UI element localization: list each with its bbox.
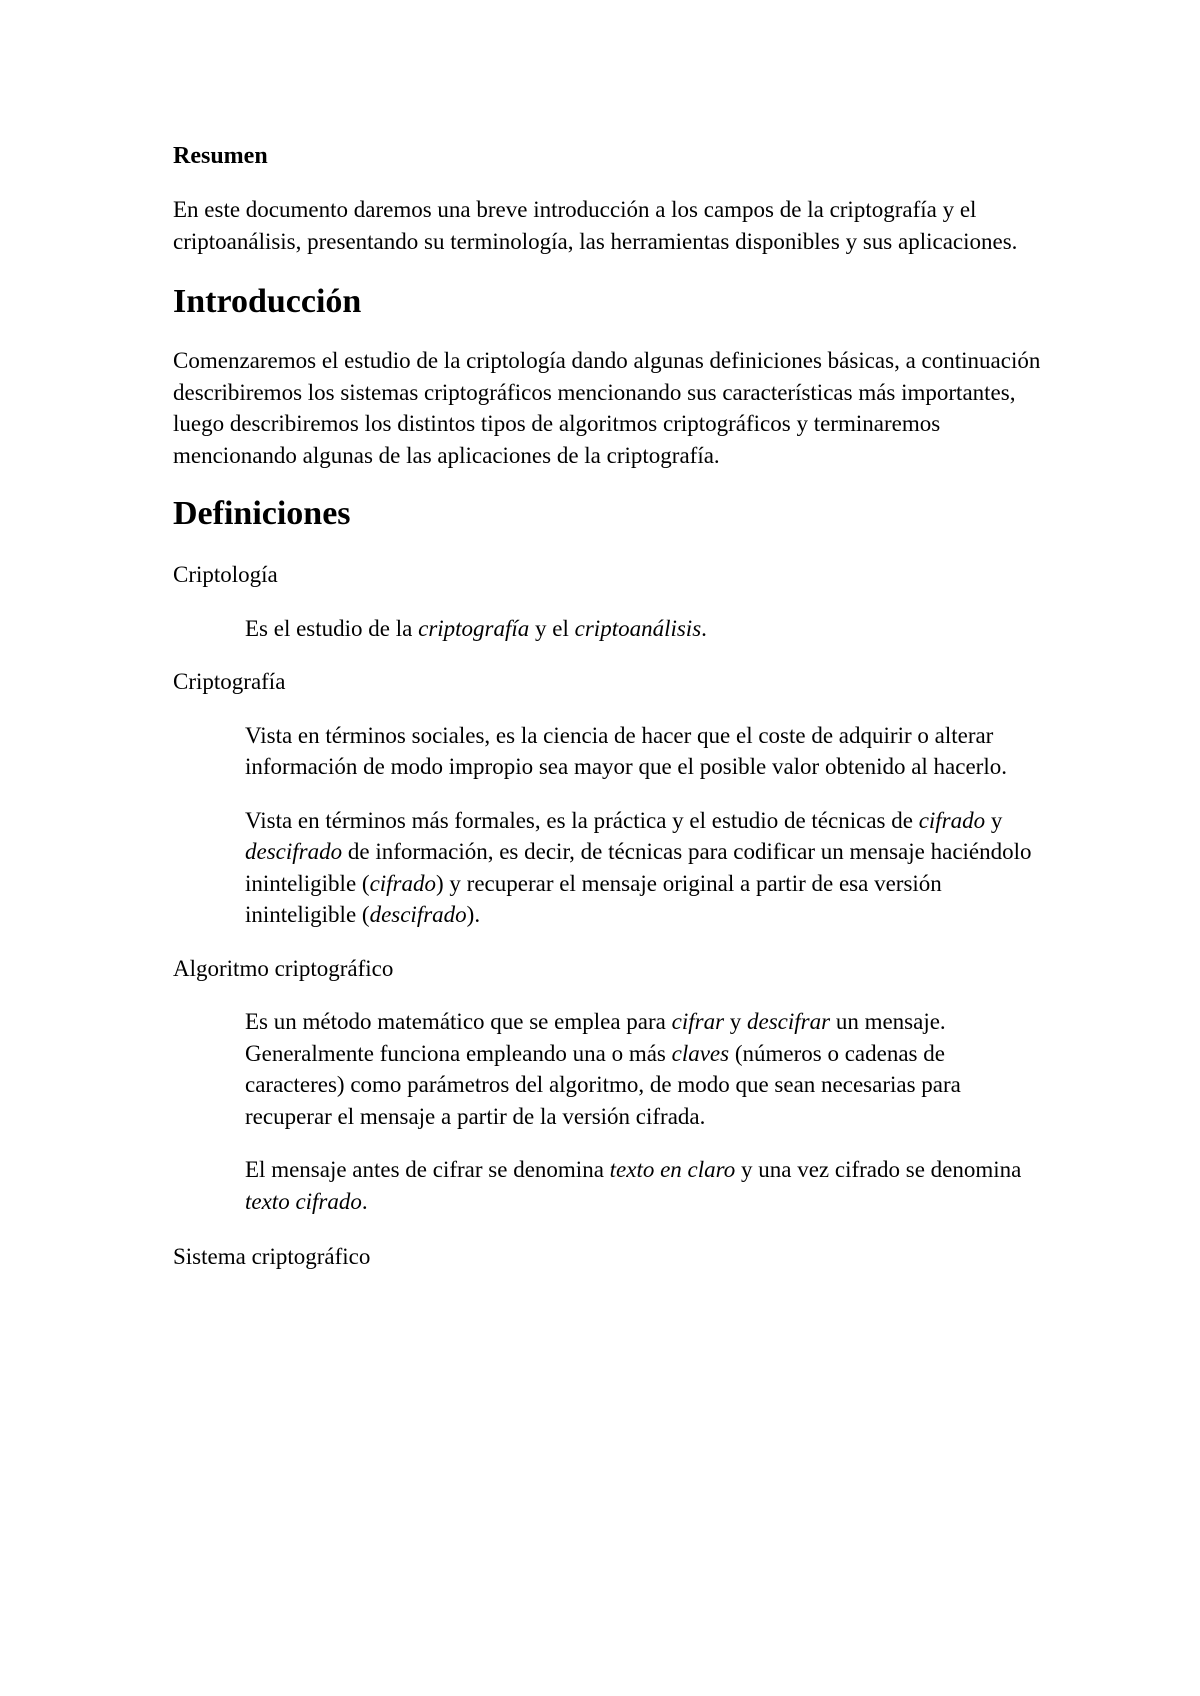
text-run: El mensaje antes de cifrar se denomina <box>245 1157 610 1182</box>
text-run: un mensaje. Generalmente funciona empleando una o más <box>245 1009 946 1066</box>
introduccion-paragraph: Comenzaremos el estudio de la criptología dando algunas definiciones básicas, a continuación describiremos los sistemas criptográficos mencionando sus características más importantes, luego describiremos los distintos tipos de algoritmos criptográficos y terminaremos mencionando algunas de las aplicaciones de la criptografía. <box>173 348 1041 468</box>
text-run: de información, es decir, de técnicas para codificar un mensaje haciéndolo ininteligible ( <box>245 839 1032 896</box>
emphasis-text: descifrado <box>369 902 467 927</box>
text-run: y <box>724 1009 748 1034</box>
emphasis-text: criptoanálisis <box>574 615 702 641</box>
definition-criptografia-social: Vista en términos sociales, es la ciencia de hacer que el coste de adquirir o alterar información de modo impropio sea mayor que el posible valor obtenido al hacerlo. <box>245 722 1007 779</box>
emphasis-text: criptografía <box>418 615 530 641</box>
text-run: Vista en términos más formales, es la práctica y el estudio de técnicas de <box>245 807 919 833</box>
text-run: y <box>985 807 1003 833</box>
emphasis-text: texto cifrado <box>245 1188 362 1214</box>
emphasis-text: cifrado <box>369 870 437 896</box>
definition-algoritmo-2 <box>245 1154 1043 1217</box>
definition-algoritmo-1 <box>245 1006 1043 1132</box>
text-run: Es un método matemático que se emplea para <box>245 1009 672 1034</box>
text-run: y una vez cifrado se denomina <box>735 1157 1022 1182</box>
text-run: . <box>701 615 707 641</box>
document-page <box>173 140 1043 1295</box>
text-run: Es el estudio de la <box>245 615 419 641</box>
emphasis-text: descifrar <box>747 1009 831 1034</box>
text-run: . <box>361 1188 368 1214</box>
term-criptografia: Criptografía <box>173 669 286 694</box>
section-heading-introduccion: Introducción <box>173 283 362 320</box>
section-heading-definiciones: Definiciones <box>173 495 351 532</box>
emphasis-text: cifrado <box>918 807 986 833</box>
term-sistema-criptografico: Sistema criptográfico <box>173 1244 371 1269</box>
abstract-title: Resumen <box>173 143 268 169</box>
definition-criptografia-formal <box>245 805 1043 931</box>
abstract-text: En este documento daremos una breve introducción a los campos de la criptografía y el criptoanálisis, presentando su terminología, las herramientas disponibles y sus aplicaciones. <box>173 197 1018 254</box>
emphasis-text: texto en claro <box>609 1157 736 1182</box>
text-run: ) y recuperar el mensaje original a partir de esa versión ininteligible ( <box>245 870 942 927</box>
text-run: ). <box>466 902 481 927</box>
term-algoritmo-criptografico: Algoritmo criptográfico <box>173 955 394 981</box>
emphasis-text: cifrar <box>671 1009 725 1034</box>
emphasis-text: claves <box>671 1040 730 1066</box>
term-criptologia: Criptología <box>173 562 278 587</box>
definition-criptologia <box>245 613 1043 645</box>
text-run: y el <box>529 615 575 641</box>
emphasis-text: descifrado <box>245 839 343 864</box>
text-run: (números o cadenas de caracteres) como parámetros del algoritmo, de modo que sean necesarias para recuperar el mensaje a partir de la versión cifrada. <box>245 1040 961 1129</box>
